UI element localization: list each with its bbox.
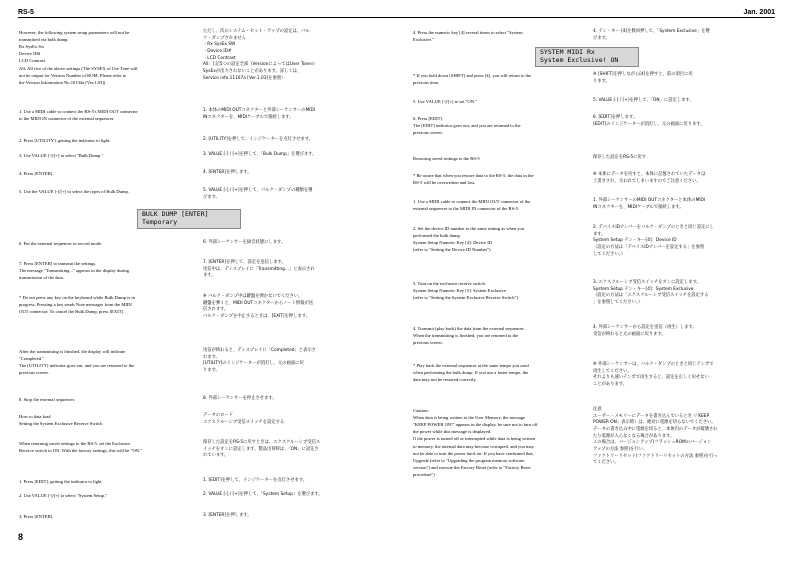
text-block (203, 348, 383, 375)
text-line: progress. Pressing a key sends Note messages from the MIDI (19, 302, 132, 308)
text-line: Setting the System Exclusive Receive Switch (19, 421, 103, 427)
text-line: 送信中は、ディスプレイに「Transmitting...」と表示され (203, 266, 315, 272)
text-line: previous item. (413, 80, 440, 86)
text-line: 2. [UTILITY]を押して、インジケーターを点灯させます。 (203, 137, 314, 142)
text-line: (refer to "Setting the Device ID Number") (413, 247, 491, 253)
text-line: それよりも速いテンポで再生すると、設定を正しく戻せない (593, 375, 709, 381)
text-block (19, 348, 187, 376)
text-line: System Setup テン・キー[4]：System Exclusive (593, 286, 694, 292)
text-block (19, 478, 187, 485)
text-line: ※ バルク・ダンプ中は鍵盤を弾かないでください。 (203, 294, 303, 299)
text-line: to the MIDI IN connector of the external sequencer. (19, 116, 115, 122)
text-block (593, 225, 775, 258)
text-line: ります。 (203, 367, 220, 373)
text-line: Caution: (413, 408, 429, 413)
text-line: この場合は、バージョンアップ(フラッシュROMのバージョン (593, 440, 712, 446)
text-line: ます。 (203, 273, 216, 279)
text-line: ファクトリーリセット(ファクトリーリセットの方法 参照)を行っ (593, 453, 718, 459)
text-line: data may not be restored correctly. (413, 377, 477, 383)
text-line: Device ID# (19, 51, 41, 57)
text-line: データの書き込み中に電源を切ると、本体内のデータが破壊され (593, 426, 718, 432)
text-block (413, 29, 581, 43)
text-block (203, 513, 383, 520)
text-line: not be able to turn the power back on. If you have confirmed that, (413, 450, 534, 456)
text-block (413, 280, 581, 301)
model-label: RS-5 (18, 9, 34, 16)
text-line: System Setup テン・キー[4]：Device ID (593, 238, 677, 244)
text-line: 1. 外部シーケンサーのMIDI OUTコネクターと本体のMIDI (593, 198, 706, 203)
text-line: 4. Press the numeric key [4] several times to select "System (413, 30, 523, 35)
text-line: 3. エクスクルーシブ受信スイッチをオンに設定します。 (593, 280, 701, 285)
text-line: データのロード (203, 413, 234, 418)
text-line: System Setup Numeric Key [4]: Device ID (413, 240, 493, 246)
text-block (413, 98, 581, 105)
text-line: 鍵盤を弾くと、MIDI OUTコネクターからノート情報が送 (203, 300, 314, 306)
text-line: 再生してください。 (593, 368, 632, 374)
text-line: previous screen. (413, 340, 443, 346)
text-block (19, 396, 187, 403)
text-line: The message "Transmitting..." appears in the display during (19, 268, 129, 274)
text-block (19, 108, 187, 122)
text-line: INコネクターを、MIDIケーブルで接続します。 (203, 114, 294, 120)
text-block (593, 407, 775, 467)
text-block (593, 98, 775, 105)
text-line: The [UTILITY] indicator goes out, and you are returned to the (19, 363, 135, 369)
text-line: 上書きされ、失われてしまいますのでご注意ください。 (593, 178, 701, 184)
text-line: (refer to "Setting the System Exclusive Receive Switch") (413, 295, 518, 301)
text-line: ユーザー・メモリーにデータを書き込んでいるとき（「KEEP (593, 413, 710, 419)
text-line: When returning saved settings to the RS-5, set the Exclusive (19, 441, 131, 446)
text-line: performed the bulk dump. (413, 233, 461, 239)
text-line: 6. 外部シーケンサーを録音状態にします。 (203, 240, 286, 245)
text-block (413, 155, 581, 162)
text-block (593, 155, 775, 162)
text-line: 2. Press [UTILITY], getting the indicator to light. (19, 138, 111, 143)
text-block (19, 440, 187, 454)
text-line: 4. 外部シーケンサーから設定を送信（再生）します。 (593, 325, 697, 330)
text-line: ・LCD Contrast (203, 55, 236, 61)
text-line: 受信が終わると元の画面に戻ります。 (593, 331, 666, 337)
text-line: 送信が終わると、ディスプレイに「Completed」と表示さ (203, 348, 316, 353)
text-block (203, 294, 383, 321)
text-line: 6. Press [EDIT]. (413, 116, 444, 121)
text-line: When the transmitting is finished, you are returned to the (413, 333, 519, 339)
text-line: SysExが出力されないことがあります。詳しくは、 (203, 68, 302, 74)
text-block (203, 170, 383, 177)
text-line: The [EDIT] indicator goes out, and you are returned to the (413, 123, 521, 129)
text-line: [UTILITY]のインジケーターが消灯し、元の画面に戻 (203, 361, 304, 367)
text-line: 6. [EDIT]を押します。 (593, 115, 638, 120)
text-line: ク・ダンプされません (203, 35, 247, 41)
text-line: れます。 (203, 354, 220, 360)
text-line: 2. Set the device ID number to the same setting as when you (413, 226, 525, 231)
text-line: ・Device ID# (203, 48, 232, 54)
text-line: びます。 (203, 194, 220, 200)
text-line: ※ 本体にデータを戻すと、本体に記憶されていたデータは (593, 172, 706, 177)
text-line: [EDIT]のインジケーターが消灯し、元の画面に戻ります。 (593, 121, 705, 127)
text-line: 4. テン・キー [4]を数回押して、「System Exclusive」を選 (593, 29, 710, 34)
text-line: 5. VALUE [-] / [+]を押して、「ON」に設定します。 (593, 98, 694, 103)
text-line: RS-5 will be overwritten and lost. (413, 180, 476, 186)
text-line: "KEEP POWER ON!" appears in the display, be sure not to turn off (413, 422, 538, 428)
text-line: the Version Information No.10134a [Ver.1.03]) (19, 79, 106, 85)
text-line: All: 上記5つの設定全部（VersionによってはUser Toneの (203, 62, 316, 68)
text-block (19, 188, 187, 195)
text-line: ただし、次のシステム・セット・アップの設定は、バル (203, 29, 310, 34)
text-line: transmitted via bulk dump. (19, 37, 69, 43)
page-header (18, 8, 775, 18)
text-block (593, 280, 775, 307)
text-line: Exclusive." (413, 37, 435, 43)
text-block (593, 198, 775, 211)
text-line: * Be aware that when you restore data to the RS-5, the data in the (413, 173, 534, 178)
text-line: 7. [ENTER]を押して、設定を送信します。 (203, 260, 286, 265)
text-line: to memory, the internal data may become corrupted, and you may (413, 443, 534, 449)
text-block (593, 29, 775, 42)
text-line: All: All five of the above settings (The SYSEX of Use Tone will (19, 65, 138, 71)
page-number: 8 (18, 532, 24, 542)
text-line: INコネクターを、MIDIケーブルで接続します。 (593, 204, 684, 210)
text-line: 」を参照してください。） (593, 299, 643, 305)
text-block (19, 294, 187, 315)
text-line: してください。） (593, 251, 626, 257)
text-block (593, 72, 775, 85)
text-block (19, 260, 187, 281)
text-line: イッチをオンに設定します。製品出荷時は、「ON」に設定さ (203, 446, 319, 452)
text-line: アップの方法 参照)を行い、 (593, 446, 648, 452)
text-line: procedure") (413, 471, 435, 477)
text-block (203, 492, 383, 499)
text-line: 1. 本体のMIDI OUTコネクターと外部シーケンサーのMIDI (203, 108, 316, 113)
text-line: 5. Use the VALUE [-]/[+] to select the types of Bulk Dump. (19, 189, 129, 194)
text-block (413, 407, 581, 478)
text-line: How to data load (19, 414, 51, 419)
text-line: ・Rx SysEx SW (203, 42, 236, 48)
text-line: Upgrade (refer to "Upgrading the program memory software (413, 457, 525, 463)
text-block (19, 413, 187, 427)
text-line: ※ 外部シーケンサーは、バルク・ダンプのときと同じテンポで (593, 362, 714, 367)
text-line: external sequencer to the MIDI IN connector of the RS-5. (413, 206, 520, 212)
text-block (19, 513, 187, 520)
text-line: ことがあります。 (593, 381, 628, 387)
text-line: Rx SysEx Sw (19, 44, 45, 50)
text-line: not be output for Version Number of ROM. Please refer to (19, 72, 127, 78)
text-line: バルク・ダンプを中止するときは、[EXIT]を押します。 (203, 313, 311, 319)
text-line: However, the following system setup parameters will not be (19, 30, 130, 35)
text-line: Restoring saved settings to the RS-5 (413, 156, 480, 161)
text-line: 3. [ENTER]を押します。 (203, 513, 252, 518)
text-block (19, 492, 187, 499)
text-line: 3. Use VALUE [-]/[+] to select "Bulk Dump." (19, 153, 104, 158)
text-line: If the power is turned off or interrupted while data is being written (413, 436, 536, 442)
text-line: System Setup Numeric Key [5]: System Exclusive (413, 288, 506, 294)
text-block (203, 188, 383, 201)
text-block (593, 362, 775, 389)
text-block (19, 170, 187, 177)
date-label: Jan. 2001 (743, 9, 775, 16)
text-line: LCD Contrast (19, 58, 45, 64)
text-block (19, 240, 187, 247)
text-line: * Play back the external sequencer at the same tempo you used (413, 363, 529, 368)
text-line: ます。 (593, 231, 606, 237)
text-line: 1. Use a MIDI cable to connect the MIDI OUT connector of the (413, 199, 531, 204)
lcd-system-exclusive: SYSTEM MIDI Rx System Exclusive! ON (535, 47, 639, 67)
text-line: ります。 (593, 78, 610, 84)
text-block (203, 152, 383, 159)
text-line: 2. Use VALUE [-]/[+] to select "System Setup." (19, 493, 107, 498)
text-line: 2. VALUE [-] / [+]を押して、「System Setup」を選びます。 (203, 492, 323, 497)
text-block (413, 172, 581, 186)
text-line: OUT connector. To cancel the Bulk Dump, press [EXIT]. (19, 309, 125, 315)
text-block (413, 72, 581, 86)
text-line: * Do not press any key on the keyboard while Bulk Dump is in (19, 295, 135, 300)
text-block (19, 137, 187, 144)
text-block (203, 108, 383, 121)
text-line: 6. Put the external sequencer in record mode. (19, 241, 103, 246)
text-line: transmission of the data. (19, 275, 64, 281)
text-line: "Completed." (19, 356, 45, 362)
text-block (203, 478, 383, 485)
text-line: 8. Stop the external sequencer. (19, 397, 76, 402)
text-block (203, 137, 383, 144)
text-line: 3. Turn on the exclusive receive switch. (413, 281, 486, 286)
text-line: previous screen. (413, 130, 443, 136)
text-line: 4. Press [ENTER]. (19, 171, 54, 176)
text-line: びます。 (593, 35, 610, 41)
text-line: 4. [ENTER]を押します。 (203, 170, 252, 175)
text-block (19, 152, 187, 159)
text-line: 1. Press [EDIT], getting the indicator to light. (19, 479, 103, 484)
text-line: 7. Press [ENTER] to transmit the settings. (19, 261, 97, 266)
text-line: （設定の方法は「デバイスIDナンバーを設定する」を参照 (593, 244, 705, 250)
text-line: 3. Press [ENTER]. (19, 514, 54, 519)
text-line: 4. Transmit (play back) the data from the external sequencer. (413, 326, 525, 331)
lcd-bulk-dump: BULK DUMP [ENTER] Temporary (137, 209, 241, 229)
text-line: 8. 外部シーケンサーを停止させます。 (203, 396, 277, 401)
text-line: ※ [SHIFT]を押しながら[4]を押すと、前の項目に戻 (593, 72, 693, 77)
text-line: 1. [EDIT]を押して、インジケーターを点灯させます。 (203, 478, 308, 483)
text-block (593, 172, 775, 185)
text-block (413, 198, 581, 212)
text-line: れています。 (203, 453, 229, 459)
text-line: Receive switch to ON. With the factory settings, this will be "ON." (19, 448, 143, 454)
text-line: 3. VALUE [-] / [+]を押して、「Bulk Dump」を選びます。 (203, 152, 317, 157)
text-block (413, 325, 581, 346)
text-block (203, 413, 383, 426)
text-block (203, 260, 383, 280)
text-line: POWER ON」表示時）は、絶対に電源を切らないでください。 (593, 420, 716, 426)
text-line: （設定の方法は「エクスクルーシブ受信スイッチを設定する (593, 293, 709, 299)
text-line: After the transmitting is finished, the display will indicate (19, 349, 126, 354)
text-block (413, 225, 581, 253)
text-line: when performing the bulk dump. If you use a faster tempo, the (413, 370, 529, 376)
text-block (203, 240, 383, 247)
text-block (593, 325, 775, 338)
text-line: たり電源が入らなくなる場合があります。 (593, 433, 675, 439)
text-line: 5. Use VALUE [-]/[+] to set "ON." (413, 99, 478, 104)
text-line: version") and execute the Factory Reset (refer to "Factory Reset (413, 464, 531, 470)
text-line: 注意： (593, 407, 606, 412)
text-block (203, 440, 383, 460)
text-block (593, 115, 775, 128)
text-line: the power while this message is displayed. (413, 429, 492, 435)
text-block (413, 362, 581, 383)
text-line: 5. VALUE [-] / [+]を押して、バルク・ダンプの種類を選 (203, 188, 313, 193)
text-line: エクスクルーシブ受信スイッチを設定する (203, 419, 285, 425)
text-line: てください。 (593, 460, 619, 466)
text-line: 1. Use a MIDI cable to connect the RS-5's MIDI OUT connector (19, 109, 138, 114)
text-line: 2. デバイスIDナンバーをバルク・ダンプのときと同じ設定にし (593, 225, 714, 230)
text-line: * If you hold down [SHIFT] and press [4], you will return to the (413, 73, 532, 78)
text-block (413, 115, 581, 136)
text-block (203, 396, 383, 403)
text-line: Service info.11107a [Ver.1.03]を参照） (203, 75, 286, 81)
text-block (19, 29, 187, 86)
text-line: 保存した設定をRS-5に戻す (593, 155, 646, 160)
text-block (203, 29, 383, 82)
text-line: 保存した設定をRS-5に戻すときは、エクスクルーシブ受信ス (203, 440, 321, 445)
text-line: previous screen. (19, 370, 49, 376)
text-line: When data is being written to the User Memory, the message (413, 415, 526, 421)
text-line: 信されます。 (203, 307, 229, 313)
